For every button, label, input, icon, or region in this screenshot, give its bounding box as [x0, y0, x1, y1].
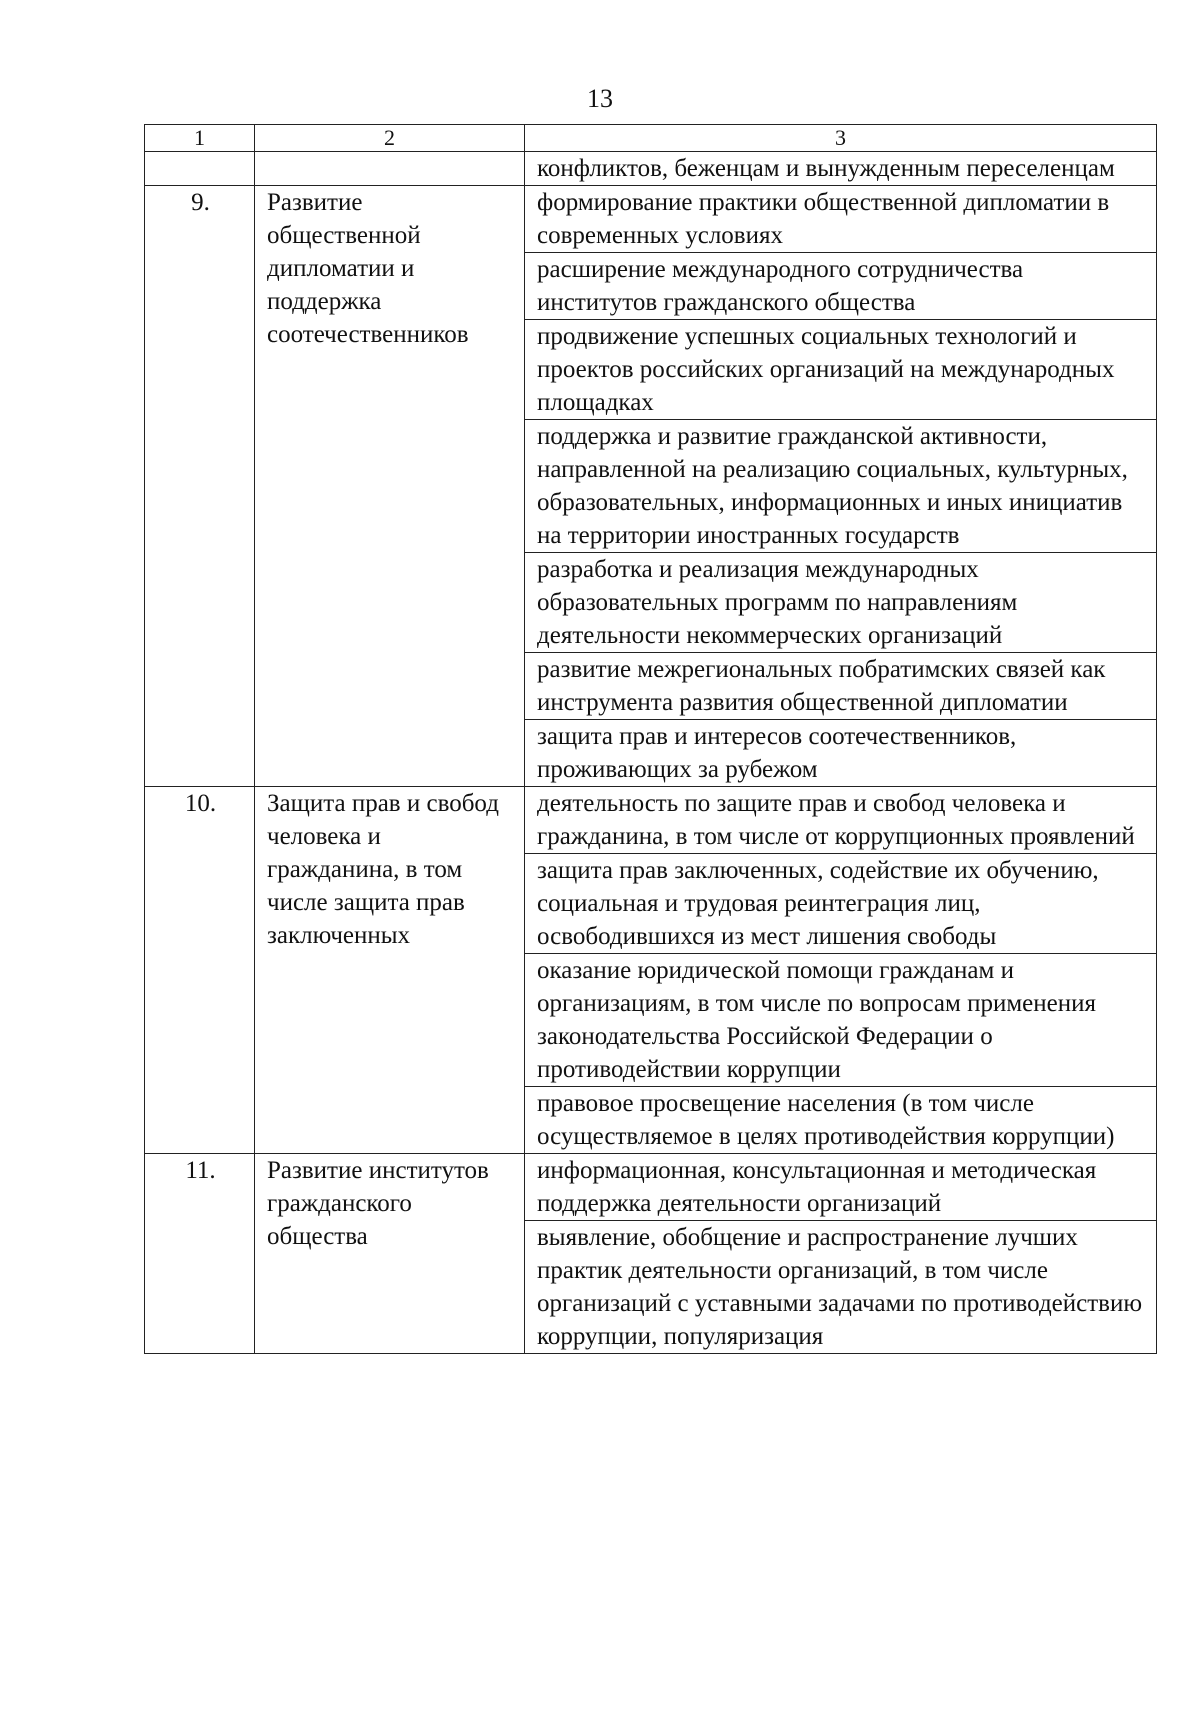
activity-item: конфликтов, беженцам и вынужденным переселенцам — [525, 152, 1157, 186]
table-row — [145, 152, 1157, 186]
activity-item: защита прав и интересов соотечественников, проживающих за рубежом — [525, 720, 1157, 787]
activity-item: продвижение успешных социальных технологий и проектов российских организаций на международных площадках — [525, 320, 1157, 420]
activity-item: деятельность по защите прав и свобод человека и гражданина, в том числе от коррупционных проявлений — [525, 787, 1157, 854]
activity-item: расширение международного сотрудничества институтов гражданского общества — [525, 253, 1157, 320]
activity-item: формирование практики общественной дипломатии в современных условиях — [525, 186, 1157, 253]
activity-item: выявление, обобщение и распространение лучших практик деятельности организаций, в том числе организаций с уставными задачами по противодействию коррупции, популяризация — [525, 1221, 1157, 1354]
column-header-3: 3 — [525, 125, 1157, 152]
section-name: Развитие общественной дипломатии и поддержка соотечественников — [255, 186, 525, 787]
direction-cell — [255, 152, 525, 186]
column-header-2: 2 — [255, 125, 525, 152]
section-number: 11. — [145, 1154, 255, 1354]
row-number-cell — [145, 152, 255, 186]
activities-table — [144, 124, 1157, 1354]
page-number: 13 — [587, 84, 613, 113]
section-number: 9. — [145, 186, 255, 787]
activity-item: развитие межрегиональных побратимских связей как инструмента развития общественной дипломатии — [525, 653, 1157, 720]
table-row — [145, 1154, 1157, 1221]
table-header-row — [145, 125, 1157, 152]
section-number: 10. — [145, 787, 255, 1154]
table-row — [145, 186, 1157, 253]
section-name: Защита прав и свобод человека и гражданина, в том числе защита прав заключенных — [255, 787, 525, 1154]
table-row — [145, 787, 1157, 854]
activity-item: оказание юридической помощи гражданам и организациям, в том числе по вопросам применения законодательства Российской Федерации о противодействии коррупции — [525, 954, 1157, 1087]
activity-item: поддержка и развитие гражданской активности, направленной на реализацию социальных, культурных, образовательных, информационных и иных инициатив на территории иностранных государств — [525, 420, 1157, 553]
activity-item: информационная, консультационная и методическая поддержка деятельности организаций — [525, 1154, 1157, 1221]
activity-item: правовое просвещение населения (в том числе осуществляемое в целях противодействия коррупции) — [525, 1087, 1157, 1154]
column-header-1: 1 — [145, 125, 255, 152]
activity-item: разработка и реализация международных образовательных программ по направлениям деятельности некоммерческих организаций — [525, 553, 1157, 653]
section-name: Развитие институтов гражданского общества — [255, 1154, 525, 1354]
activity-item: защита прав заключенных, содействие их обучению, социальная и трудовая реинтеграция лиц, освободившихся из мест лишения свободы — [525, 854, 1157, 954]
